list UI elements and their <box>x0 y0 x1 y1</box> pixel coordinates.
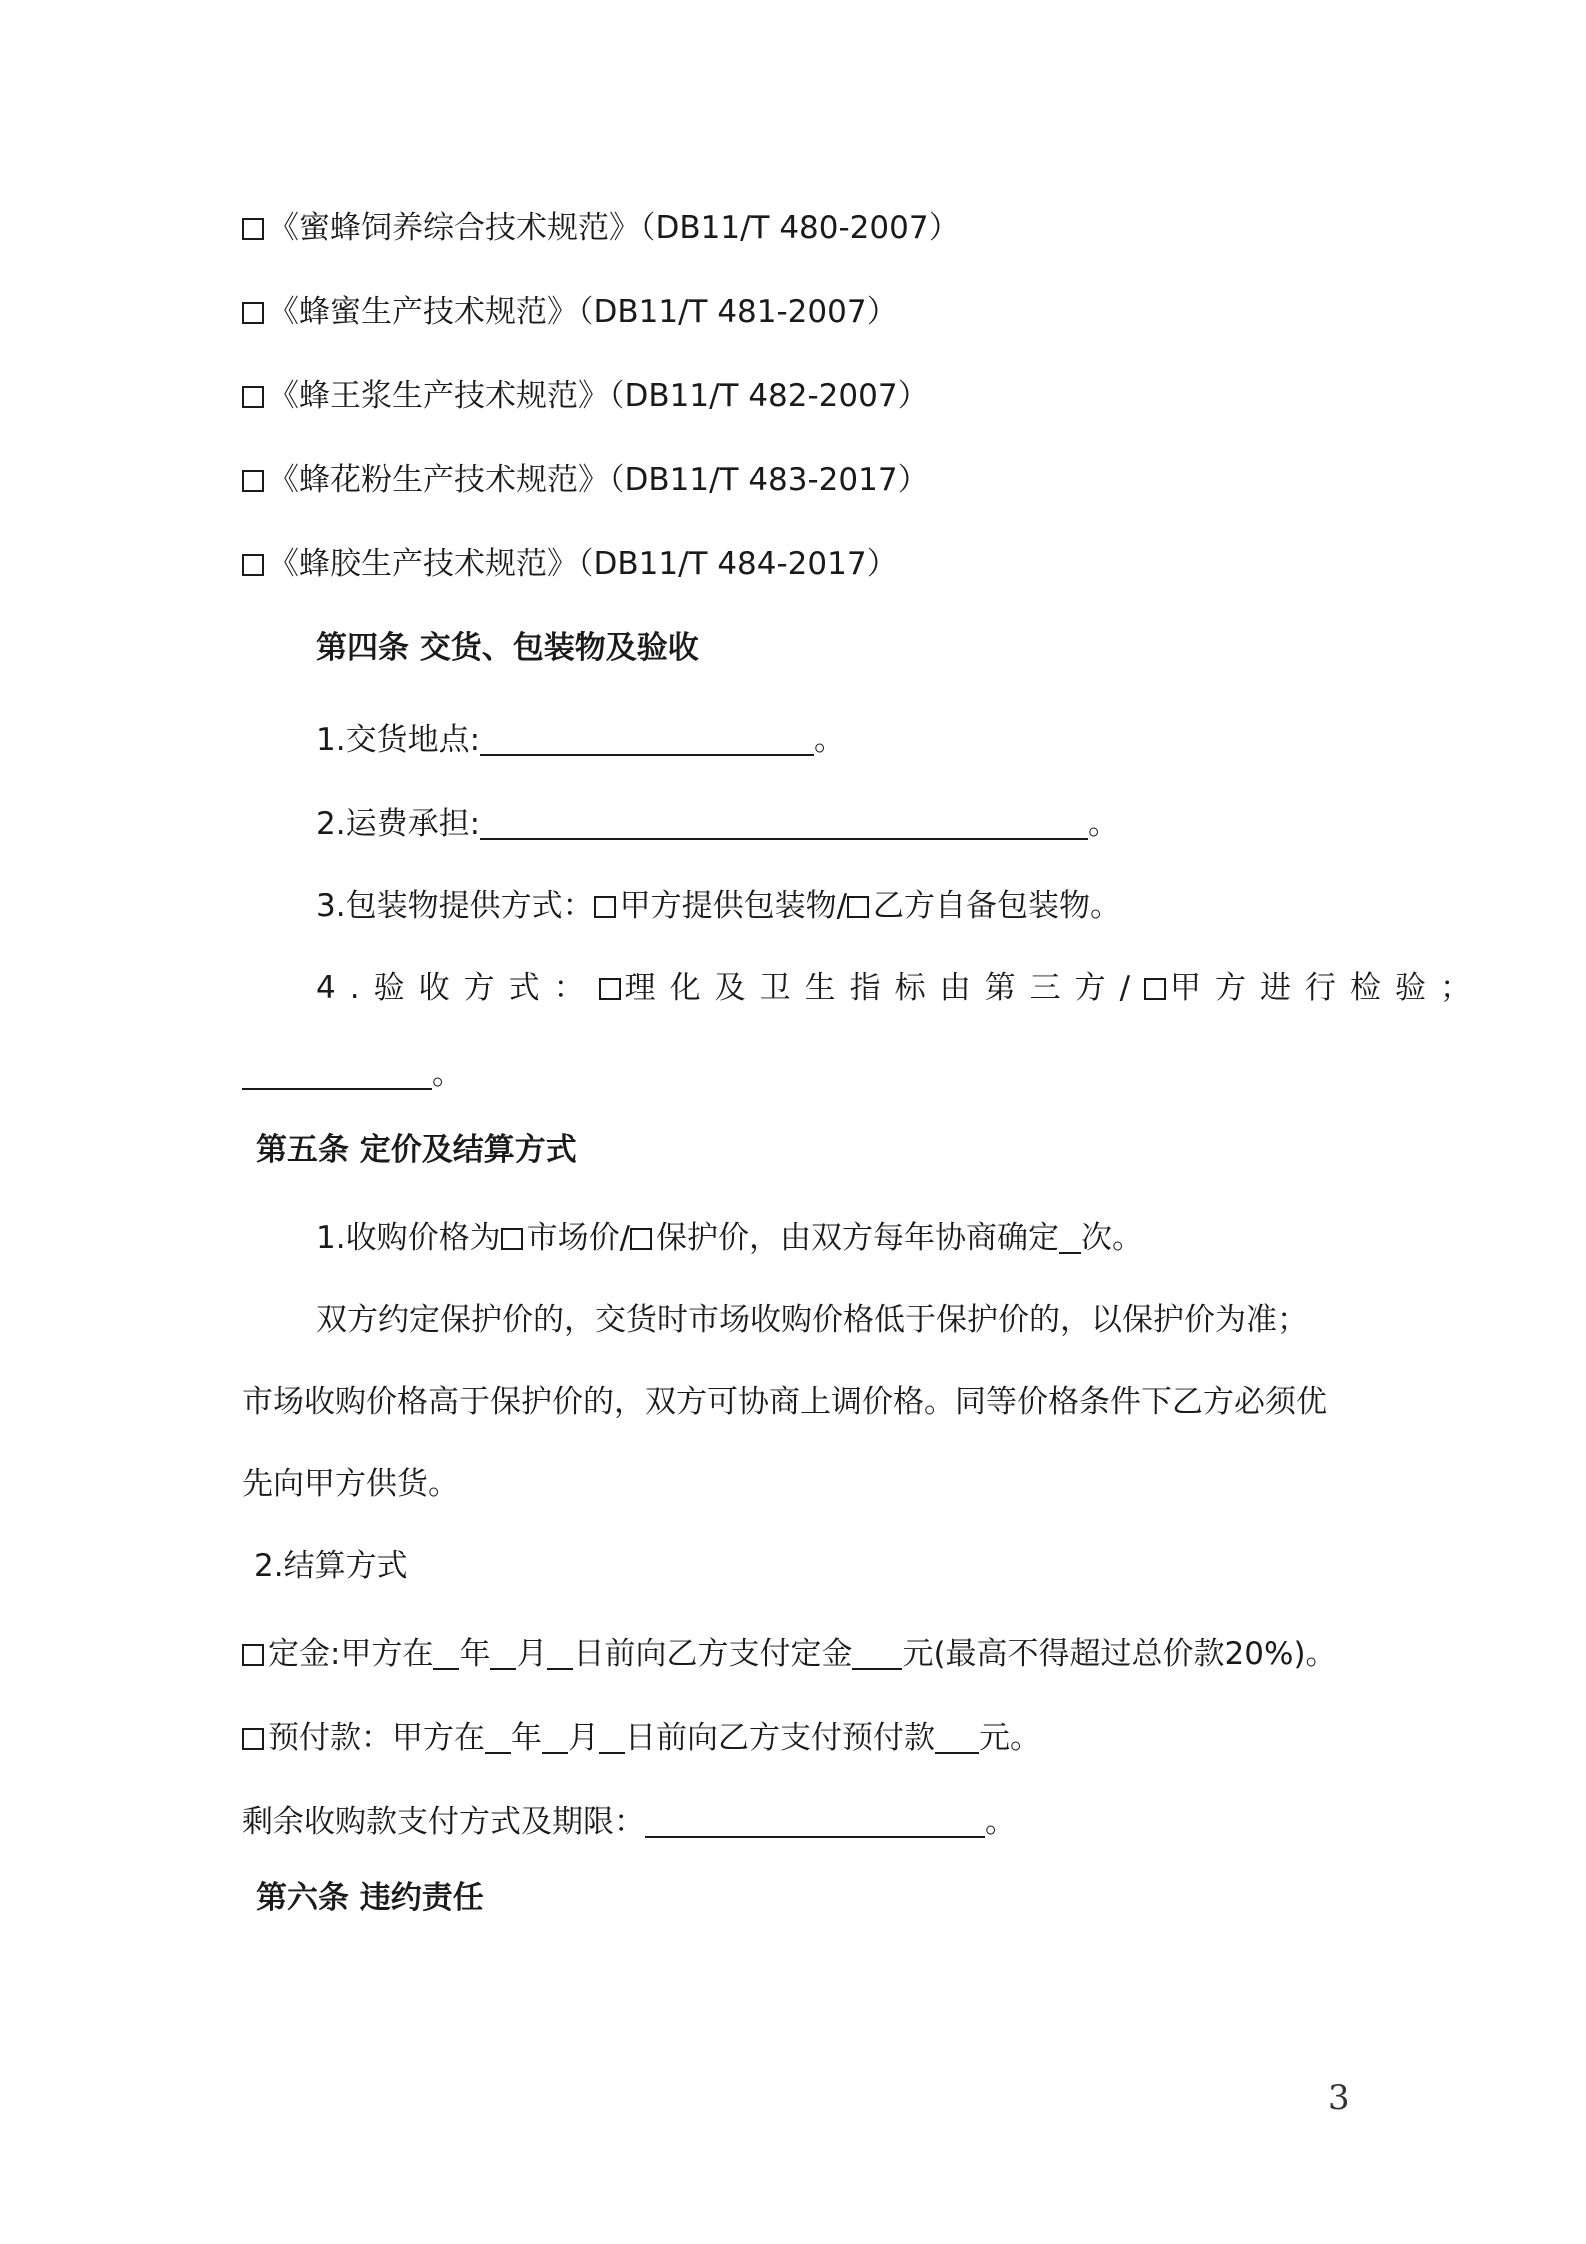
paragraph-line: 市场收购价格高于保护价的，双方可协商上调价格。同等价格条件下乙方必须优 <box>242 1384 1327 1420</box>
standard-item: 《蜂蜜生产技术规范》（DB11/T 481-2007） <box>242 290 898 334</box>
packaging-line: 3.包装物提供方式： 甲方提供包装物/ 乙方自备包装物。 <box>316 888 1122 924</box>
price-line: 1.收购价格为 市场价/ 保护价，由双方每年协商确定 次。 <box>316 1220 1144 1256</box>
checkbox-market-price[interactable] <box>501 1228 523 1250</box>
checkbox-party-a-packaging[interactable] <box>594 896 616 918</box>
standard-item: 《蜂花粉生产技术规范》（DB11/T 483-2017） <box>242 458 929 502</box>
checkbox[interactable] <box>242 302 264 324</box>
deposit-month-blank[interactable] <box>490 1634 516 1670</box>
prepay-day-blank[interactable] <box>599 1718 625 1754</box>
checkbox[interactable] <box>242 386 264 408</box>
prepay-year-blank[interactable] <box>485 1718 511 1754</box>
delivery-place-line: 1.交货地点: 。 <box>316 722 846 758</box>
checkbox[interactable] <box>242 470 264 492</box>
checkbox-protective-price[interactable] <box>630 1228 652 1250</box>
article5-heading: 第五条 定价及结算方式 <box>256 1132 577 1168</box>
article6-heading: 第六条 违约责任 <box>256 1880 484 1916</box>
checkbox-prepay[interactable] <box>242 1728 264 1750</box>
settlement-heading: 2.结算方式 <box>254 1548 408 1584</box>
deposit-year-blank[interactable] <box>433 1634 459 1670</box>
checkbox[interactable] <box>242 554 264 576</box>
checkbox-deposit[interactable] <box>242 1644 264 1666</box>
article4-heading: 第四条 交货、包装物及验收 <box>316 630 699 666</box>
remainder-line: 剩余收购款支付方式及期限： 。 <box>242 1804 1016 1840</box>
checkbox[interactable] <box>242 218 264 240</box>
standard-item: 《蜂胶生产技术规范》（DB11/T 484-2017） <box>242 542 898 586</box>
checkbox-party-b-packaging[interactable] <box>847 896 869 918</box>
deposit-amount-blank[interactable] <box>852 1634 902 1670</box>
prepay-line: 预付款：甲方在 年 月 日前向乙方支付预付款 元。 <box>242 1716 1041 1760</box>
freight-line: 2.运费承担: 。 <box>316 806 1120 842</box>
prepay-amount-blank[interactable] <box>935 1718 979 1754</box>
checkbox-party-a-inspect[interactable] <box>1144 978 1166 1000</box>
acceptance-other-line: 。 <box>242 1052 463 1096</box>
deposit-day-blank[interactable] <box>547 1634 573 1670</box>
deposit-line: 定金:甲方在 年 月 日前向乙方支付定金 元(最高不得超过总价款20%)。 <box>242 1632 1337 1676</box>
acceptance-other-blank[interactable] <box>242 1054 432 1090</box>
page-number: 3 <box>1328 2078 1350 2118</box>
times-blank[interactable] <box>1059 1218 1081 1254</box>
paragraph-line: 先向甲方供货。 <box>242 1466 459 1502</box>
delivery-place-blank[interactable] <box>480 720 814 756</box>
paragraph-line: 双方约定保护价的，交货时市场收购价格低于保护价的，以保护价为准； <box>316 1302 1308 1338</box>
standard-item: 《蜂王浆生产技术规范》（DB11/T 482-2007） <box>242 374 929 418</box>
freight-blank[interactable] <box>480 804 1088 840</box>
checkbox-third-party[interactable] <box>599 978 621 1000</box>
standard-item: 《蜜蜂饲养综合技术规范》（DB11/T 480-2007） <box>242 206 960 250</box>
acceptance-line: 4.验收方式： 理化及卫生指标由第三方/ 甲方进行检验； <box>316 970 1486 1006</box>
prepay-month-blank[interactable] <box>542 1718 568 1754</box>
remainder-blank[interactable] <box>645 1802 985 1838</box>
